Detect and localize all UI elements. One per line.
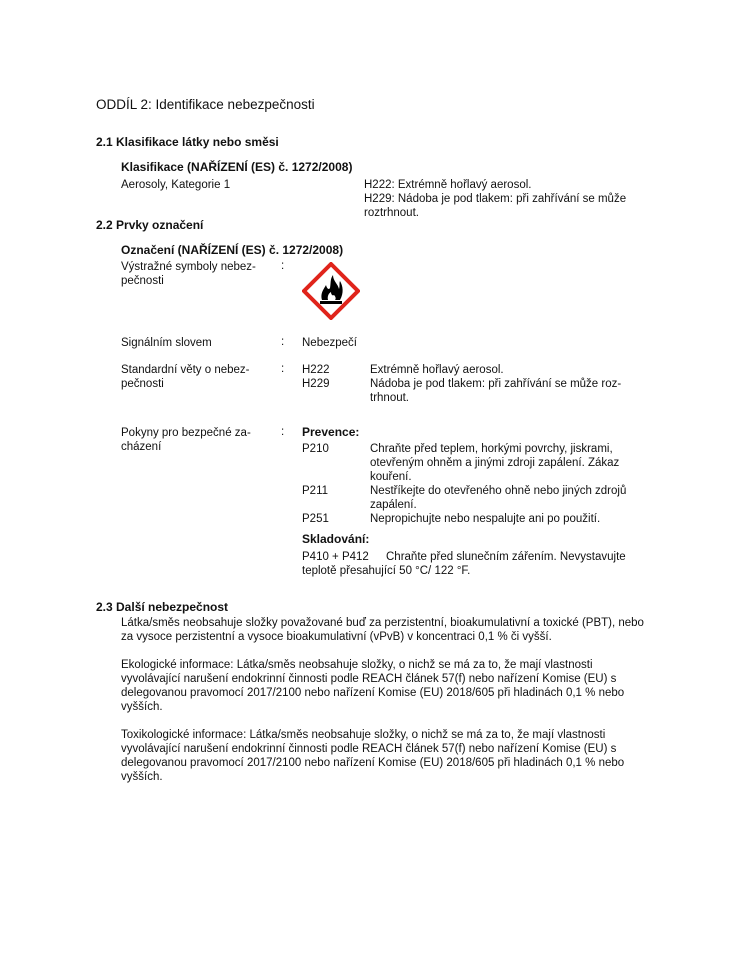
hazard-label: Standardní věty o nebez-pečnosti <box>121 364 250 390</box>
prevention-text: Nepropichujte nebo nespalujte ani po použití. <box>370 513 601 525</box>
s21-statement-2: H229: Nádoba je pod tlakem: při zahřívání se může roztrhnout. <box>364 193 627 219</box>
prevention-code: P210 <box>302 443 329 455</box>
storage-code: P410 + P412 <box>302 551 369 563</box>
hazard-text: Nádoba je pod tlakem: při zahřívání se může roz-trhnout. <box>370 378 622 404</box>
precaution-label: Pokyny pro bezpečné za-cházení <box>121 427 251 453</box>
storage-title: Skladování: <box>302 532 370 546</box>
hazard-text: Extrémně hořlavý aerosol. <box>370 364 504 376</box>
colon: : <box>281 336 285 348</box>
s23-title: 2.3 Další nebezpečnost <box>96 600 229 614</box>
prevention-title: Prevence: <box>302 425 360 439</box>
signal-label: Signálním slovem <box>121 337 212 349</box>
colon: : <box>281 426 285 438</box>
prevention-text: Chraňte před teplem, horkými povrchy, jiskrami, otevřeným ohněm a jinými zdroji zapálení. Zákaz kouření. <box>370 443 620 483</box>
flame-pictogram-icon <box>302 262 360 320</box>
s23-paragraph: Ekologické informace: Látka/směs neobsahuje složky, o nichž se má za to, že mají vlastnosti vyvolávající narušení endokrinní činnosti podle REACH článek 57(f) nebo nařízení Komise (EU) s delegovanou pravomocí 2017/2100 nebo nařízení Komise (EU) 2018/605 při hladinách 0,1 % nebo vyšších. <box>121 659 625 713</box>
s23-paragraph: Toxikologické informace: Látka/směs neobsahuje složky, o nichž se má za to, že mají vlastnosti vyvolávající narušení endokrinní činnosti podle REACH článek 57(f) nebo nařízení Komise (EU) s delegovanou pravomocí 2017/2100 nebo nařízení Komise (EU) 2018/605 při hladinách 0,1 % nebo vyšších. <box>121 729 625 783</box>
colon: : <box>281 363 285 375</box>
s21-title: 2.1 Klasifikace látky nebo směsi <box>96 135 279 149</box>
s21-category: Aerosoly, Kategorie 1 <box>121 179 231 191</box>
s21-subtitle: Klasifikace (NAŘÍZENÍ (ES) č. 1272/2008) <box>121 160 353 174</box>
storage-text: Chraňte před slunečním zářením. Nevystavujte teplotě přesahující 50 °C/ 122 °F. <box>302 551 626 577</box>
signal-word: Nebezpečí <box>302 337 357 349</box>
colon: : <box>281 260 285 272</box>
hazard-code: H222 <box>302 364 330 376</box>
prevention-code: P251 <box>302 513 329 525</box>
s21-statement-1: H222: Extrémně hořlavý aerosol. <box>364 179 532 191</box>
prevention-code: P211 <box>302 485 329 497</box>
s23-paragraph: Látka/směs neobsahuje složky považované buď za perzistentní, bioakumulativní a toxické (PBT), nebo za vysoce perzistentní a vysoce bioakumulativní (vPvB) v koncentraci 0,1 % či vyšší. <box>121 617 644 643</box>
storage-statement <box>302 550 646 578</box>
pictogram-label: Výstražné symboly nebez-pečnosti <box>121 261 256 287</box>
s22-title: 2.2 Prvky označení <box>96 218 204 232</box>
hazard-code: H229 <box>302 378 330 390</box>
prevention-text: Nestříkejte do otevřeného ohně nebo jiných zdrojů zapálení. <box>370 485 627 511</box>
section-title: ODDÍL 2: Identifikace nebezpečnosti <box>96 97 315 112</box>
s22-subtitle: Označení (NAŘÍZENÍ (ES) č. 1272/2008) <box>121 243 344 257</box>
